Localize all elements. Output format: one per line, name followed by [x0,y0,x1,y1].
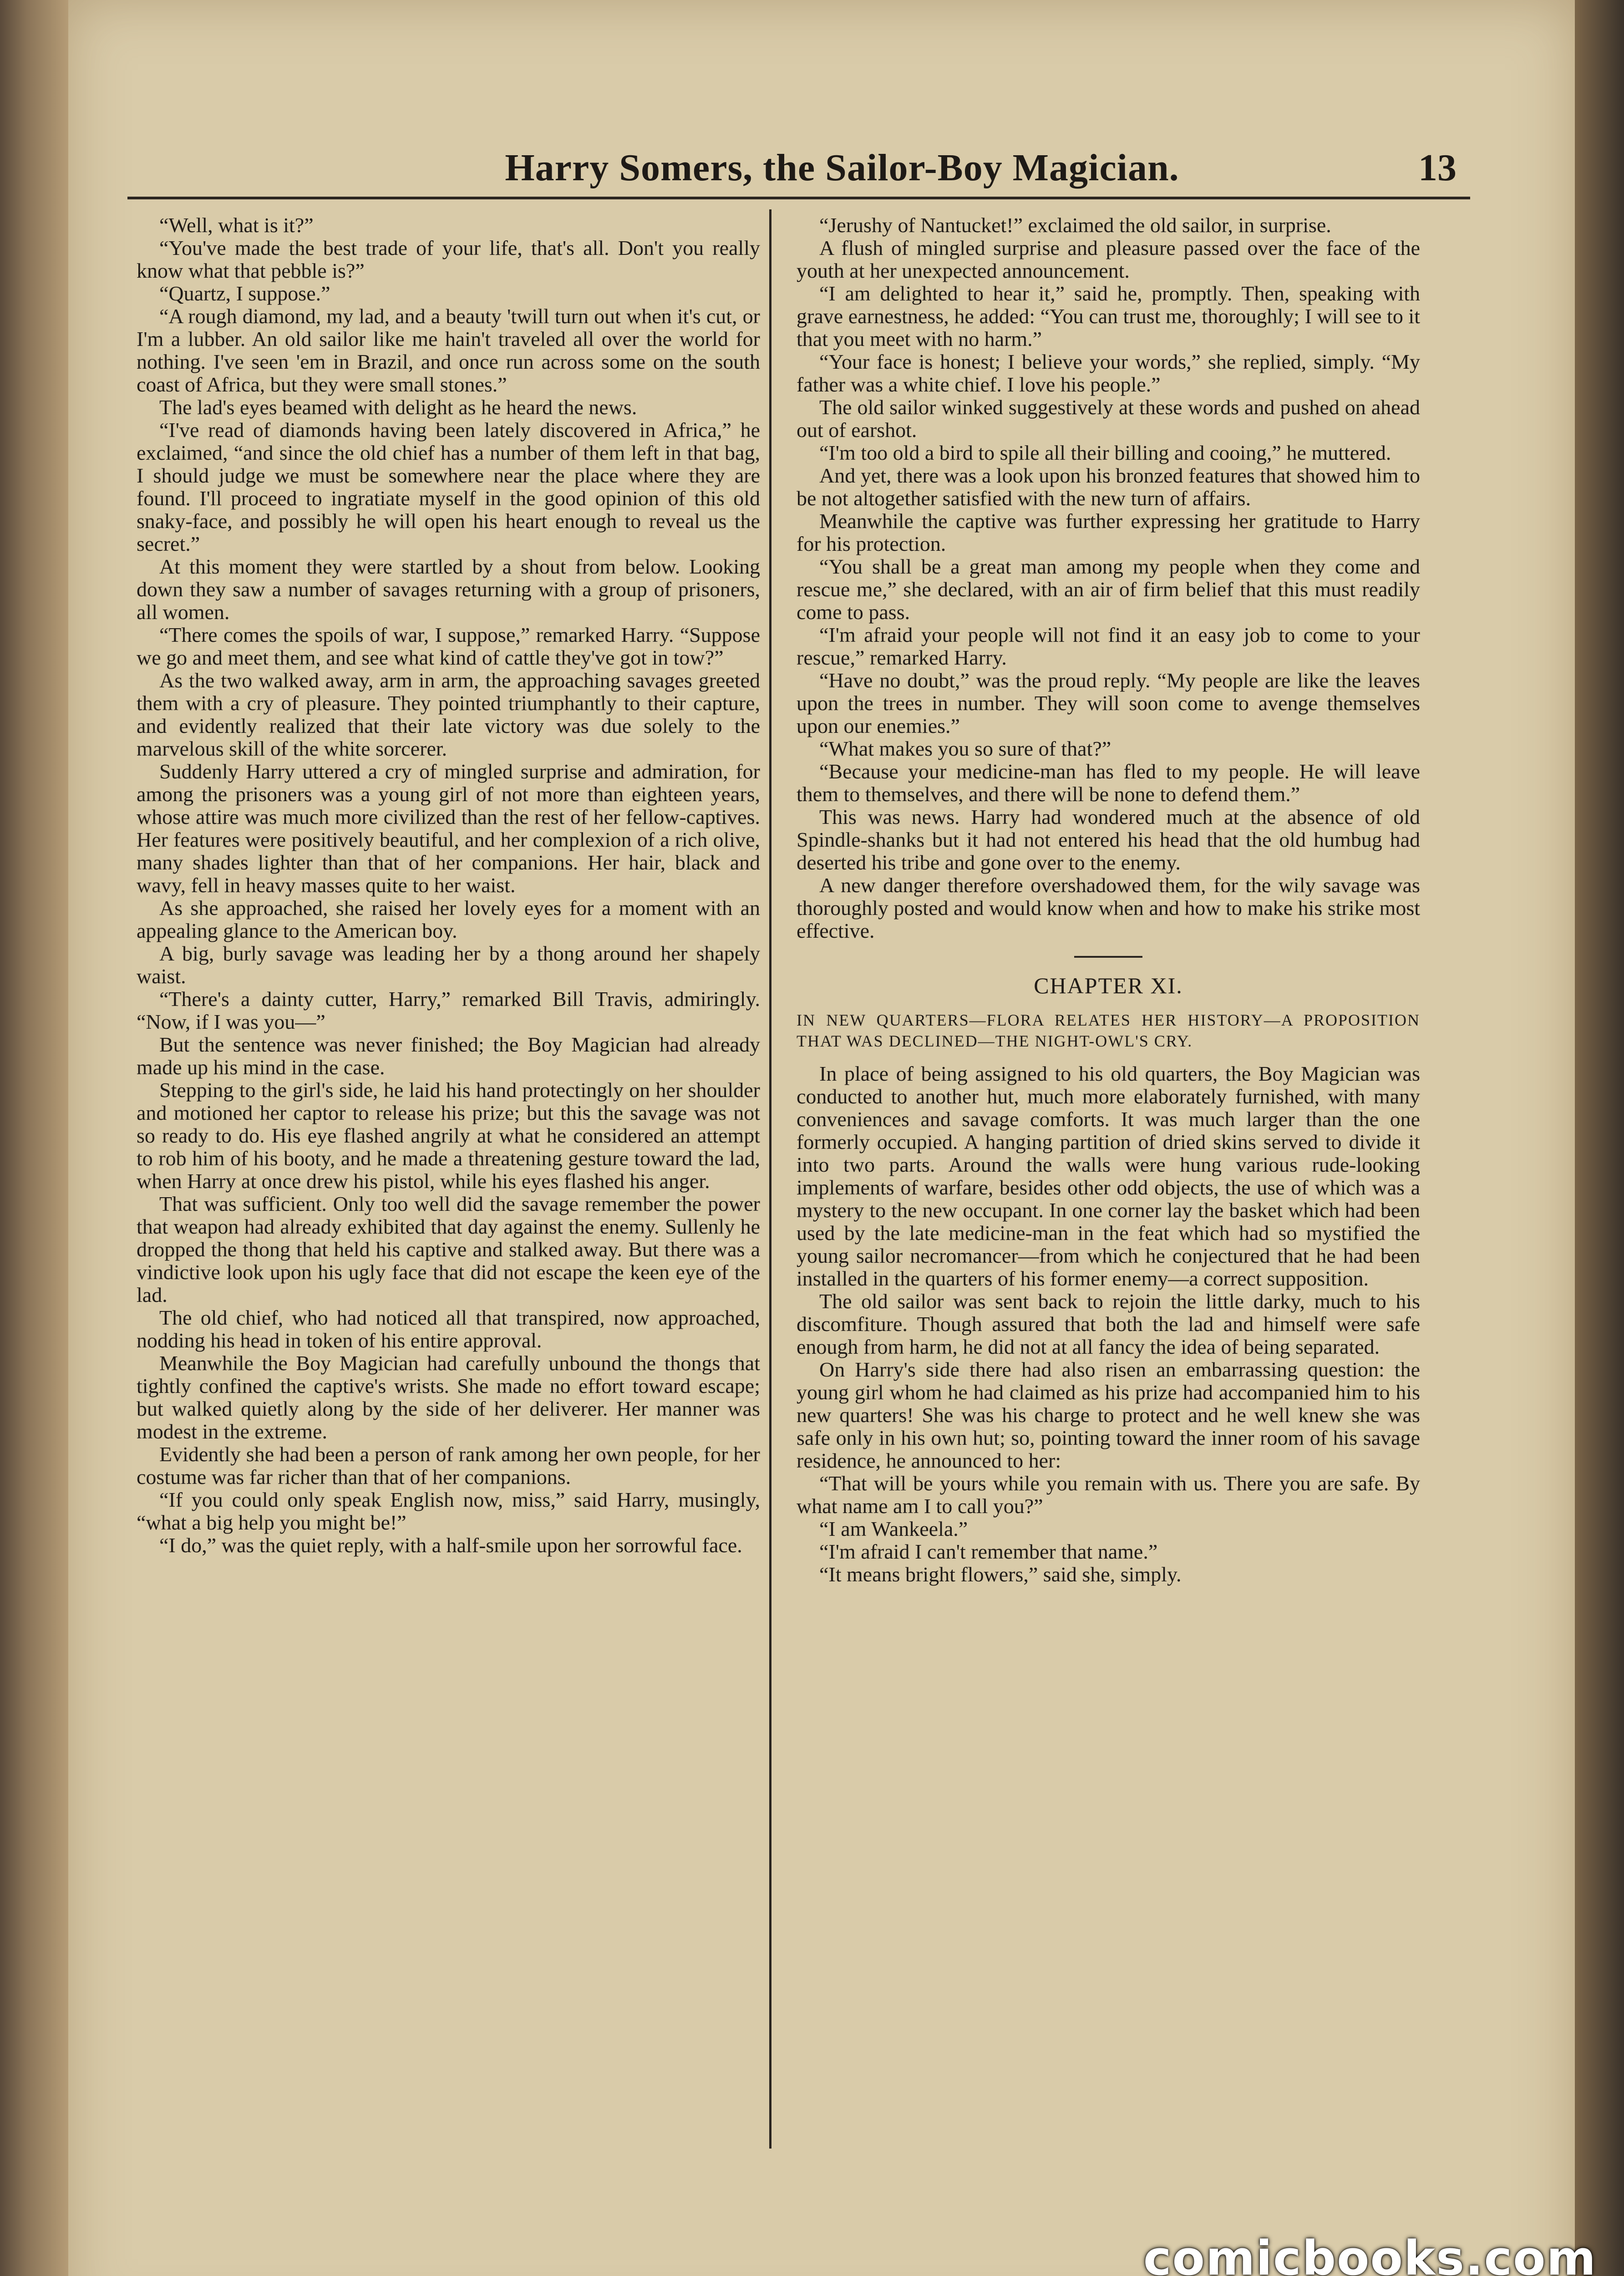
paragraph: In place of being assigned to his old quarters, the Boy Magician was conducted to another hut, much more elaborately furnished, with many conveniences and savage comforts. It was much larger than the one formerly occupied. A hanging partition of dried skins served to divide it into two parts. Around the walls were hung various rude-looking implements of warfare, besides other odd objects, the use of which was a mystery to the new occupant. In one corner lay the basket which had been used by the late medicine-man in the feat which had so mystified the young sailor necromancer—from which he conjectured that he had been installed in the quarters of his former enemy—a correct supposition. [797,1062,1420,1290]
paragraph: “There comes the spoils of war, I suppose,” remarked Harry. “Suppose we go and meet them, and see what kind of cattle they've got in tow?” [137,623,760,669]
paragraph: As the two walked away, arm in arm, the approaching savages greeted them with a cry of pleasure. They pointed triumphantly to their capture, and evidently realized that their late victory was due solely to the marvelous skill of the white sorcerer. [137,669,760,760]
paragraph: But the sentence was never finished; the Boy Magician had already made up his mind in the case. [137,1033,760,1079]
chapter-synopsis: IN NEW QUARTERS—FLORA RELATES HER HISTORY—A PROPOSITION THAT WAS DECLINED—THE NIGHT-OWL'S CRY. [797,1011,1420,1050]
paragraph: “Well, what is it?” [159,214,314,237]
paragraph: The old chief, who had noticed all that transpired, now approached, nodding his head in token of his entire approval. [137,1306,760,1352]
paragraph: “I do,” was the quiet reply, with a half-smile upon her sorrowful face. [159,1534,742,1557]
paragraph: Stepping to the girl's side, he laid his hand protectingly on her shoulder and motioned her captor to release his prize; but this the savage was not so ready to do. His eye flashed angrily at what he considered an attempt to rob him of his booty, and he made a threatening gesture toward the lad, when Harry at once drew his pistol, while his eyes flashed his anger. [137,1078,760,1193]
paragraph: “I'm afraid I can't remember that name.” [819,1540,1158,1563]
paragraph: “I am Wankeela.” [819,1517,968,1540]
paragraph: “If you could only speak English now, miss,” said Harry, musingly, “what a big help you might be!” [137,1488,760,1534]
paragraph: “You shall be a great man among my people when they come and rescue me,” she declared, with an air of firm belief that this must readily come to pass. [797,555,1420,624]
paragraph: And yet, there was a look upon his bronzed features that showed him to be not altogether satisfied with the new turn of affairs. [797,464,1420,510]
paragraph: “I've read of diamonds having been lately discovered in Africa,” he exclaimed, “and since the old chief has a number of them left in that bag, I should judge we must be somewhere near the place where they are found. I'll proceed to ingratiate myself in the good opinion of this old snaky-face, and possibly he will open his heart enough to reveal us the secret.” [137,418,760,555]
paragraph: “Have no doubt,” was the proud reply. “My people are like the leaves upon the trees in number. They will soon come to avenge themselves upon our enemies.” [797,669,1420,737]
paragraph: This was news. Harry had wondered much at the absence of old Spindle-shanks but it had not entered his head that the old humbug had deserted his tribe and gone over to the enemy. [797,805,1420,874]
paragraph: “There's a dainty cutter, Harry,” remarked Bill Travis, admiringly. “Now, if I was you—” [137,987,760,1033]
paragraph: “A rough diamond, my lad, and a beauty 'twill turn out when it's cut, or I'm a lubber. An old sailor like me hain't traveled all over the world for nothing. I've seen 'em in Brazil, and once run across some on the south coast of Africa, but they were small stones.” [137,305,760,396]
running-title: Harry Somers, the Sailor-Boy Magician. [505,147,1179,189]
chapter-heading: CHAPTER XI. [1034,973,1183,998]
paragraph: At this moment they were startled by a shout from below. Looking down they saw a number of savages returning with a group of prisoners, all women. [137,555,760,624]
paragraph: Evidently she had been a person of rank among her own people, for her costume was far richer than that of her companions. [137,1443,760,1489]
right-column [797,214,1420,2162]
column-divider [769,209,771,2149]
paragraph: “Because your medicine-man has fled to my people. He will leave them to themselves, and there will be none to defend them.” [797,760,1420,806]
paragraph: “Quartz, I suppose.” [159,282,330,305]
paragraph: “It means bright flowers,” said she, simply. [819,1563,1182,1586]
paragraph: “I am delighted to hear it,” said he, promptly. Then, speaking with grave earnestness, he added: “You can trust me, thoroughly; I will see to it that you meet with no harm.” [797,282,1420,351]
paragraph: Suddenly Harry uttered a cry of mingled surprise and admiration, for among the prisoners was a young girl of not more than eighteen years, whose attire was much more civilized than the rest of her fellow-captives. Her features were positively beautiful, and her complexion of a rich olive, many shades lighter than that of her companions. Her hair, black and wavy, fell in heavy masses quite to her waist. [137,760,760,897]
paragraph: “That will be yours while you remain with us. There you are safe. By what name am I to call you?” [797,1472,1420,1518]
page-edge-shadow [1575,0,1624,2276]
paragraph: “I'm afraid your people will not find it an easy job to come to your rescue,” remarked Harry. [797,623,1420,669]
paragraph: A flush of mingled surprise and pleasure passed over the face of the youth at her unexpected announcement. [797,236,1420,282]
paragraph: “Your face is honest; I believe your words,” she replied, simply. “My father was a white chief. I love his people.” [797,350,1420,396]
paragraph: The lad's eyes beamed with delight as he heard the news. [159,396,637,419]
section-rule [1074,956,1142,958]
paragraph: On Harry's side there had also risen an embarrassing question: the young girl whom he had claimed as his prize had accompanied him to his new quarters! She was his charge to protect and he well knew she was safe only in his own hut; so, pointing toward the inner room of his savage residence, he announced to her: [797,1358,1420,1472]
site-watermark: comicbooks.com [1143,2230,1597,2276]
left-column [137,214,760,2162]
paragraph: A new danger therefore overshadowed them, for the wily savage was thoroughly posted and would know when and how to make his strike most effective. [797,874,1420,942]
paragraph: The old sailor was sent back to rejoin the little darky, much to his discomfiture. Though assured that both the lad and himself were safe enough from harm, he did not at all fancy the idea of being separated. [797,1290,1420,1358]
paragraph: “Jerushy of Nantucket!” exclaimed the old sailor, in surprise. [819,214,1331,237]
paragraph: The old sailor winked suggestively at these words and pushed on ahead out of earshot. [797,396,1420,442]
binding-spine [0,0,68,2276]
paragraph: Meanwhile the captive was further expressing her gratitude to Harry for his protection. [797,509,1420,555]
paragraph: Meanwhile the Boy Magician had carefully unbound the thongs that tightly confined the captive's wrists. She made no effort toward escape; but walked quietly along by the side of her deliverer. Her manner was modest in the extreme. [137,1351,760,1443]
header-rule [127,197,1470,199]
page-number: 13 [1418,147,1457,189]
paragraph: That was sufficient. Only too well did the savage remember the power that weapon had already exhibited that day against the enemy. Sullenly he dropped the thong that held his captive and stalked away. But there was a vindictive look upon his ugly face that did not escape the keen eye of the lad. [137,1192,760,1306]
paragraph: “You've made the best trade of your life, that's all. Don't you really know what that pebble is?” [137,236,760,282]
paragraph: “I'm too old a bird to spile all their billing and cooing,” he muttered. [819,441,1391,464]
paragraph: As she approached, she raised her lovely eyes for a moment with an appealing glance to the American boy. [137,896,760,942]
paragraph: A big, burly savage was leading her by a thong around her shapely waist. [137,942,760,988]
paragraph: “What makes you so sure of that?” [819,737,1111,760]
